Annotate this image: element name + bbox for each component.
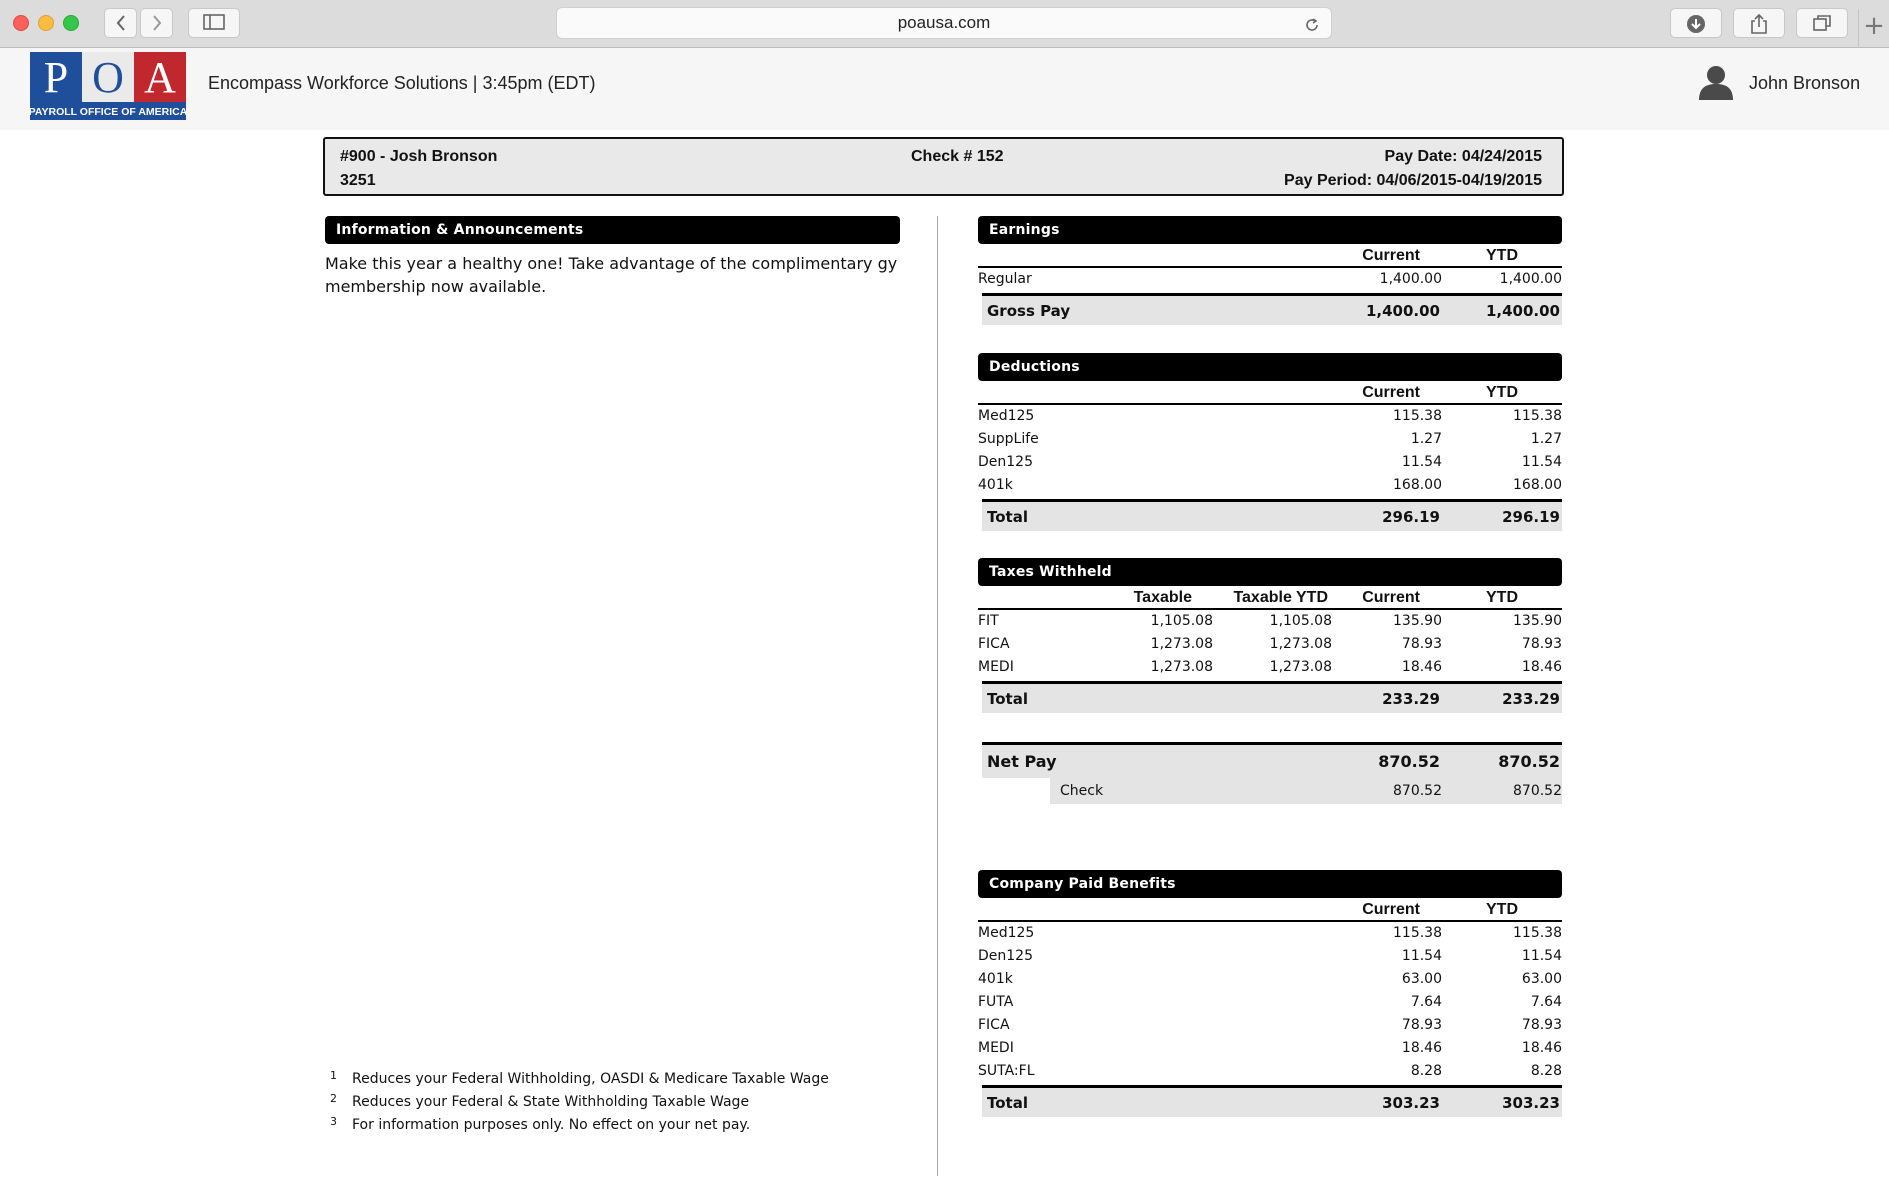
col-current: Current [1362,901,1420,918]
footnote-number: 3 [330,1115,337,1128]
row-label: FICA [978,1017,1010,1033]
row-label: Med125 [978,925,1035,941]
tax-row [978,610,1562,633]
benefit-row [978,1014,1562,1037]
row-ytd: 115.38 [1513,408,1562,424]
deduction-row [978,428,1562,451]
check-label: Check [1060,783,1104,799]
row-current: 18.46 [1401,1040,1442,1056]
row-label: SUTA:FL [978,1063,1035,1079]
benefits-section [978,870,1562,1117]
download-icon [1686,14,1706,34]
row-ytd: 1,400.00 [1499,271,1562,287]
row-ytd: 63.00 [1521,971,1562,987]
minimize-window-button[interactable] [38,15,54,31]
row-current: 1.27 [1410,431,1442,447]
app-header [0,48,1889,130]
total-current: 233.29 [1382,690,1440,708]
col-current: Current [1362,247,1420,264]
row-label: 401k [978,477,1013,493]
total-ytd: 303.23 [1502,1094,1560,1112]
col-ytd: YTD [1486,384,1518,401]
earnings-title: Earnings [978,216,1562,244]
info-panel [325,216,900,298]
row-current: 1,400.00 [1379,271,1442,287]
row-ytd: 135.90 [1513,613,1562,629]
row-taxable-ytd: 1,105.08 [1269,613,1332,629]
deductions-section [978,353,1562,531]
footnote [330,1064,829,1087]
total-label: Total [987,508,1028,526]
check-row [1050,778,1562,804]
row-label: Den125 [978,454,1033,470]
deduction-row [978,451,1562,474]
benefits-title: Company Paid Benefits [978,870,1562,898]
taxes-total-row [982,681,1562,713]
deduction-row [978,405,1562,428]
row-ytd: 78.93 [1521,636,1562,652]
row-taxable: 1,105.08 [1150,613,1213,629]
deductions-total-row [982,499,1562,531]
row-current: 135.90 [1393,613,1442,629]
taxes-title: Taxes Withheld [978,558,1562,586]
col-current: Current [1362,589,1420,606]
row-label: FUTA [978,994,1014,1010]
row-ytd: 18.46 [1521,659,1562,675]
announcement-line: membership now available. [325,277,547,296]
footnote [330,1087,829,1110]
pay-date: Pay Date: 04/24/2015 [1384,148,1542,165]
col-taxable-ytd: Taxable YTD [1233,589,1328,606]
benefit-row [978,968,1562,991]
net-pay-row [982,742,1562,778]
footnote-number: 2 [330,1092,337,1105]
sidebar-icon [203,14,225,30]
row-ytd: 78.93 [1521,1017,1562,1033]
deductions-title: Deductions [978,353,1562,381]
benefit-row [978,1037,1562,1060]
downloads-button[interactable] [1670,8,1722,38]
taxes-section [978,558,1562,713]
row-current: 115.38 [1393,408,1442,424]
chevron-left-icon [115,14,127,32]
check-current: 870.52 [1393,783,1442,799]
row-current: 115.38 [1393,925,1442,941]
footnote-text: Reduces your Federal & State Withholding Taxable Wage [352,1094,750,1110]
share-icon [1750,14,1768,34]
total-label: Total [987,690,1028,708]
earnings-header [978,244,1562,268]
net-pay-current: 870.52 [1378,752,1440,771]
logo-letter-a: A [144,53,176,102]
user-icon[interactable] [1697,64,1735,104]
row-label: FIT [978,613,999,629]
info-title: Information & Announcements [325,216,900,244]
col-current: Current [1362,384,1420,401]
sidebar-toggle-button[interactable] [188,8,240,38]
tabs-overview-button[interactable] [1796,8,1848,38]
row-label: Den125 [978,948,1033,964]
deductions-header [978,381,1562,405]
row-ytd: 11.54 [1521,454,1562,470]
benefit-row [978,945,1562,968]
row-current: 78.93 [1401,636,1442,652]
address-bar[interactable] [556,7,1332,39]
row-taxable-ytd: 1,273.08 [1269,659,1332,675]
logo-caption: PAYROLL OFFICE OF AMERICA [30,106,186,118]
row-taxable-ytd: 1,273.08 [1269,636,1332,652]
url-text: poausa.com [897,13,991,32]
row-current: 8.28 [1410,1063,1442,1079]
row-ytd: 11.54 [1521,948,1562,964]
browser-toolbar [0,0,1889,48]
benefits-total-row [982,1085,1562,1117]
total-current: 296.19 [1382,508,1440,526]
announcement-text [325,252,900,298]
row-current: 78.93 [1401,1017,1442,1033]
benefit-row [978,1060,1562,1083]
pay-period: Pay Period: 04/06/2015-04/19/2015 [1284,172,1542,189]
back-button[interactable] [104,8,137,38]
reload-icon[interactable] [1303,14,1321,44]
row-label: FICA [978,636,1010,652]
share-button[interactable] [1733,8,1785,38]
forward-button[interactable] [140,8,173,38]
col-ytd: YTD [1486,589,1518,606]
footnotes [330,1064,829,1133]
total-ytd: 296.19 [1502,508,1560,526]
earnings-section [978,216,1562,325]
row-ytd: 7.64 [1530,994,1562,1010]
poa-logo[interactable] [30,52,186,120]
total-ytd: 1,400.00 [1485,302,1560,320]
check-number: Check # 152 [911,148,1004,165]
zoom-window-button[interactable] [63,15,79,31]
row-current: 11.54 [1401,948,1442,964]
tabs-icon [1812,14,1832,32]
new-tab-button[interactable]: + [1858,9,1889,48]
row-label: MEDI [978,1040,1014,1056]
total-label: Total [987,1094,1028,1112]
chevron-right-icon [151,14,163,32]
benefits-header [978,898,1562,922]
row-current: 63.00 [1401,971,1442,987]
earnings-row [978,268,1562,291]
row-label: Med125 [978,408,1035,424]
row-taxable: 1,273.08 [1150,659,1213,675]
check-ytd: 870.52 [1513,783,1562,799]
logo-letter-o: O [92,53,124,102]
total-current: 1,400.00 [1365,302,1440,320]
logo-letter-p: P [43,53,69,102]
employee-name: #900 - Josh Bronson [340,148,498,165]
total-label: Gross Pay [987,302,1071,320]
employee-id: 3251 [340,172,376,189]
row-current: 18.46 [1401,659,1442,675]
benefit-row [978,991,1562,1014]
net-pay-ytd: 870.52 [1498,752,1560,771]
row-label: SuppLife [978,431,1039,447]
row-ytd: 18.46 [1521,1040,1562,1056]
close-window-button[interactable] [13,15,29,31]
row-current: 11.54 [1401,454,1442,470]
taxes-header [978,586,1562,610]
net-pay-label: Net Pay [987,752,1057,771]
row-taxable: 1,273.08 [1150,636,1213,652]
col-taxable: Taxable [1133,589,1192,606]
benefit-row [978,922,1562,945]
check-header [323,137,1564,196]
total-current: 303.23 [1382,1094,1440,1112]
total-ytd: 233.29 [1502,690,1560,708]
row-current: 168.00 [1393,477,1442,493]
row-label: Regular [978,271,1032,287]
tax-row [978,656,1562,679]
row-label: 401k [978,971,1013,987]
col-ytd: YTD [1486,247,1518,264]
row-ytd: 115.38 [1513,925,1562,941]
column-divider [937,216,938,1176]
footnote-text: For information purposes only. No effect on your net pay. [352,1117,751,1133]
row-ytd: 168.00 [1513,477,1562,493]
gross-pay-row [982,293,1562,325]
tax-row [978,633,1562,656]
brand-text: Encompass Workforce Solutions | 3:45pm (EDT) [208,73,596,93]
user-name[interactable]: John Bronson [1749,73,1861,93]
footnote-number: 1 [330,1069,337,1082]
row-ytd: 1.27 [1530,431,1562,447]
footnote-text: Reduces your Federal Withholding, OASDI & Medicare Taxable Wage [352,1071,829,1087]
row-current: 7.64 [1410,994,1442,1010]
net-pay-section [978,740,1562,804]
row-label: MEDI [978,659,1014,675]
col-ytd: YTD [1486,901,1518,918]
footnote [330,1110,829,1133]
announcement-line: Make this year a healthy one! Take advantage of the complimentary gy [325,254,898,273]
row-ytd: 8.28 [1530,1063,1562,1079]
deduction-row [978,474,1562,497]
